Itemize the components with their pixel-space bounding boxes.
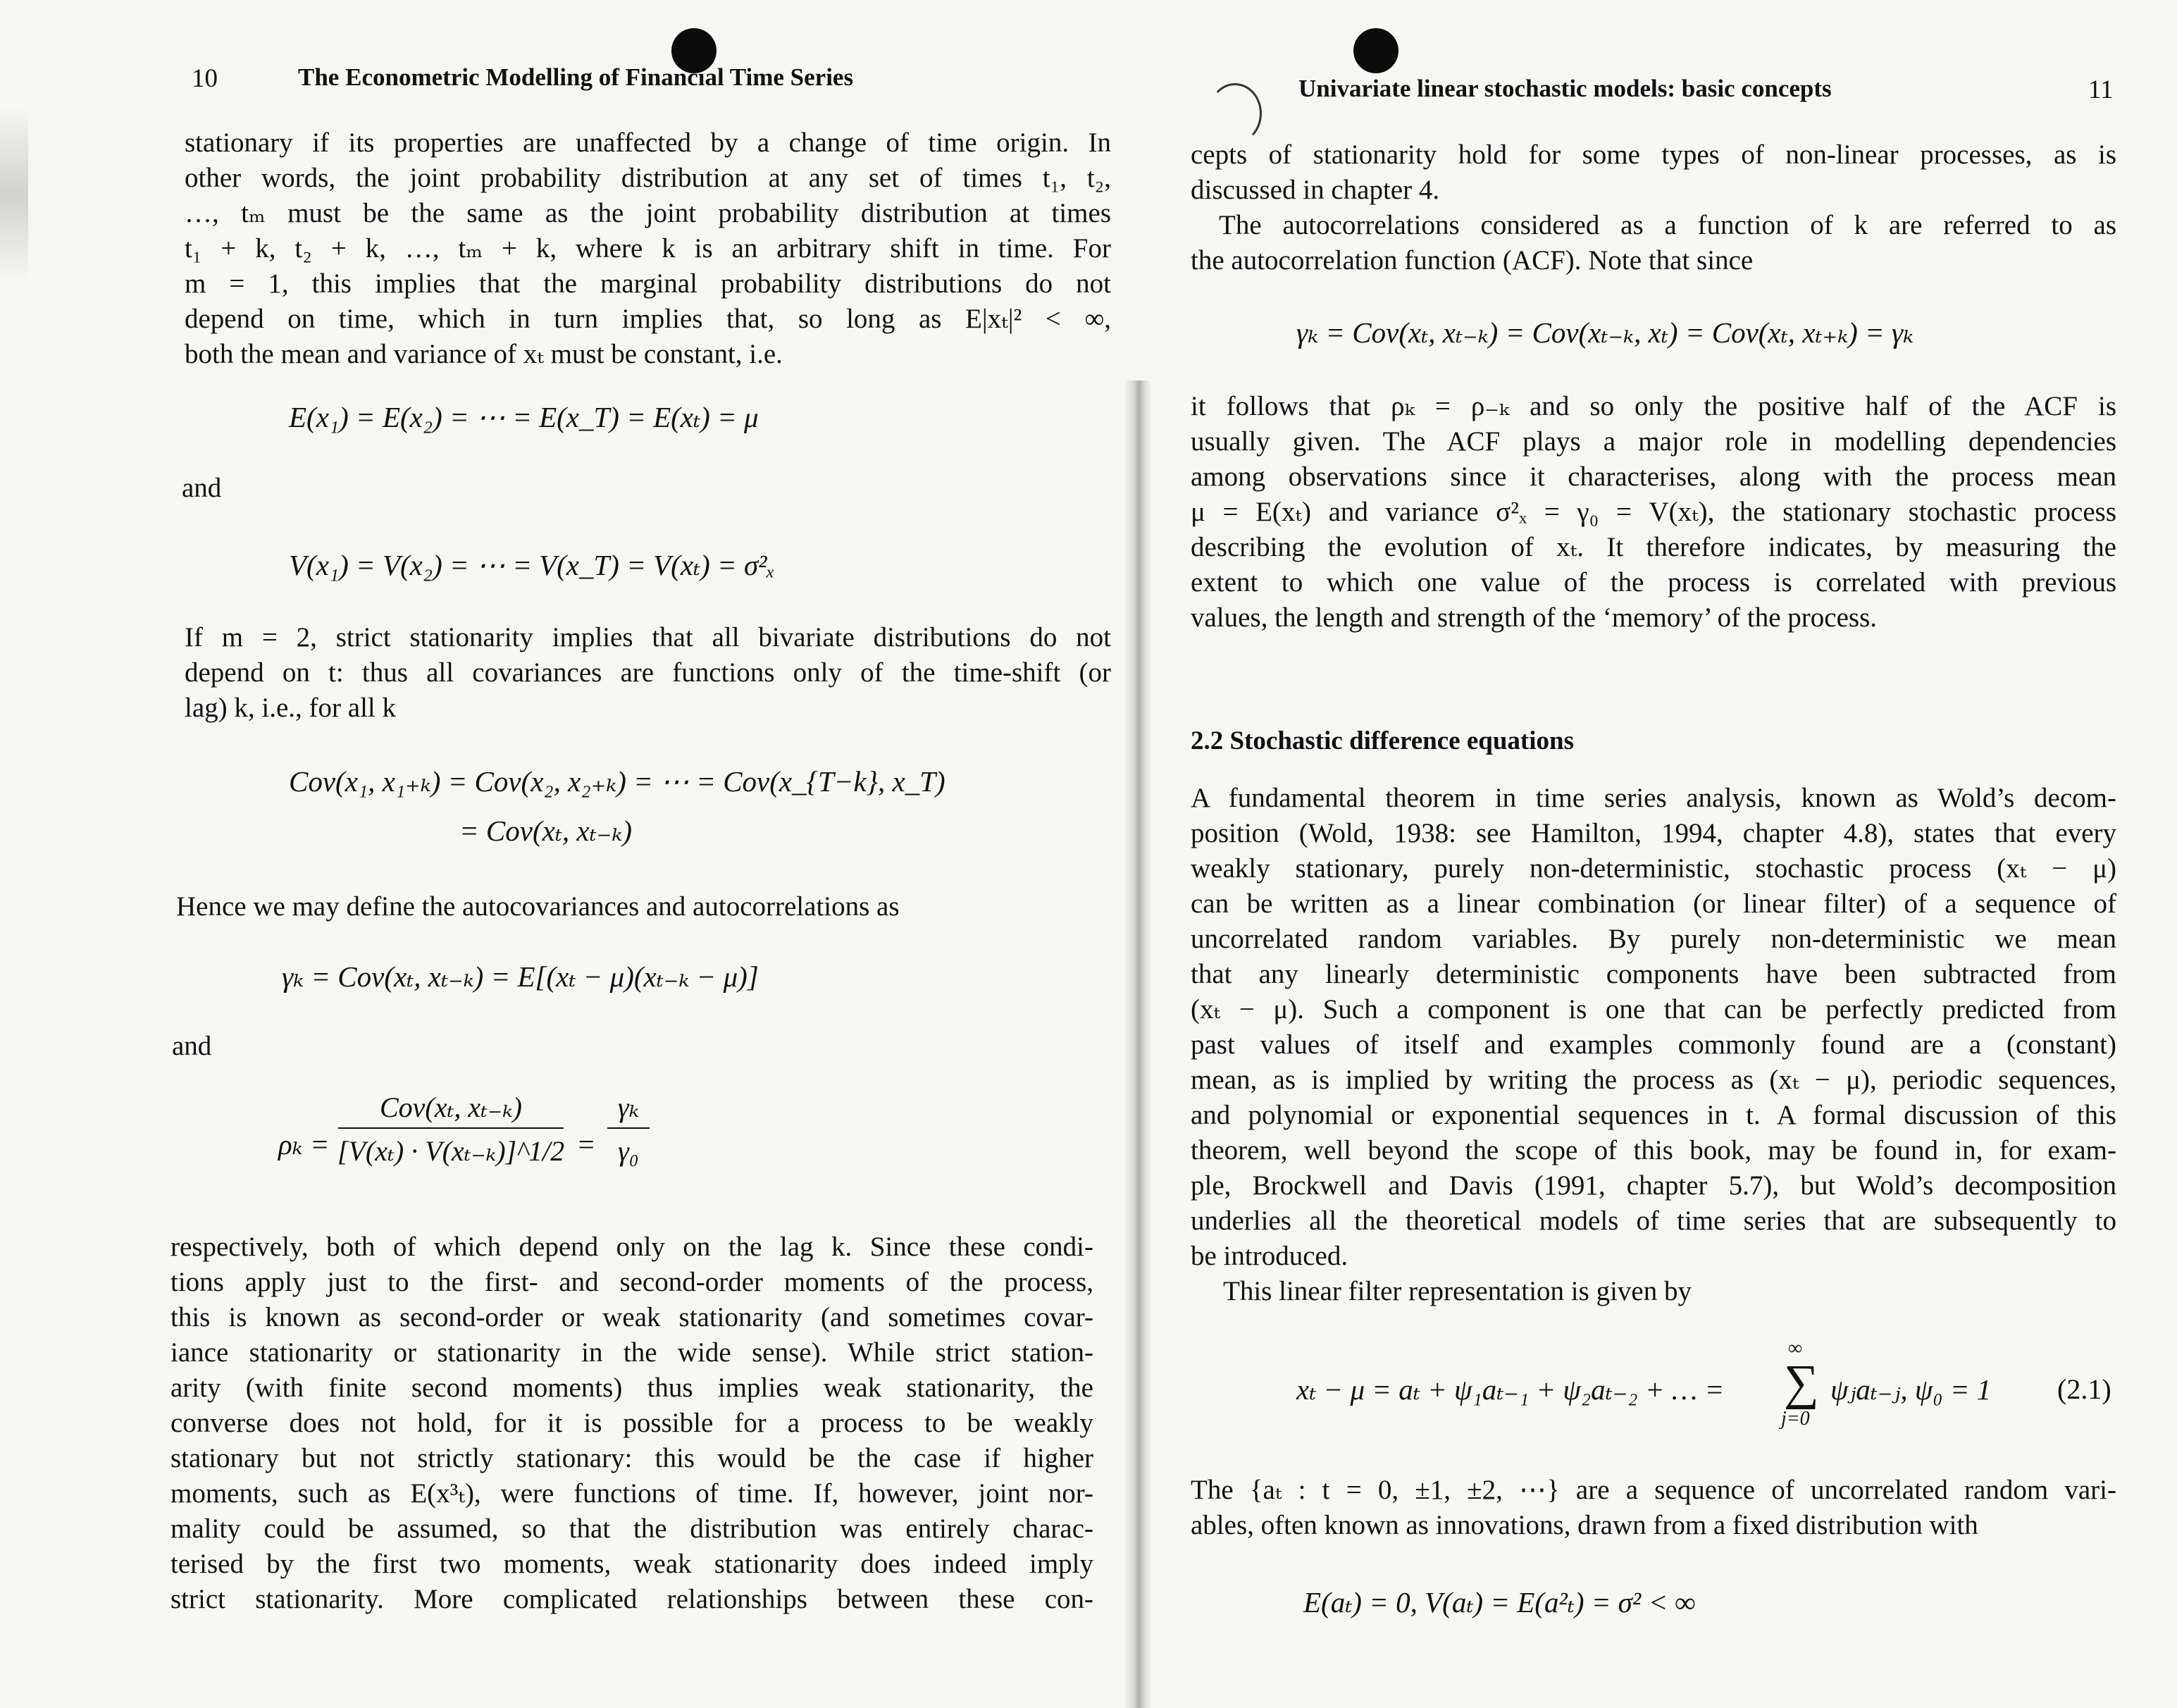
equation-covariance-2: = Cov(xₜ, xₜ₋ₖ)	[459, 815, 632, 847]
right-para4-line: theorem, well beyond the scope of this book, may be found in, for exam-	[1191, 1135, 2116, 1165]
equation-rho-lhs: ρₖ =	[278, 1128, 330, 1161]
ink-blot-right	[1353, 28, 1398, 73]
pencil-mark	[1208, 83, 1262, 144]
equation-number: (2.1)	[2057, 1373, 2111, 1405]
sum-upper-limit: ∞	[1788, 1337, 1802, 1359]
equation-innovations: E(aₜ) = 0, V(aₜ) = E(a²ₜ) = σ² < ∞	[1303, 1586, 1696, 1619]
left-para1-line: depend on time, which in turn implies that, so long as E|xₜ|² < ∞,	[185, 304, 1111, 334]
connective-and: and	[182, 473, 222, 503]
left-para1-line: both the mean and variance of xₜ must be constant, i.e.	[185, 339, 783, 369]
equation-2-1-rhs: ψⱼaₜ₋ⱼ, ψ₀ = 1	[1830, 1373, 1992, 1406]
equation-rho-numerator: Cov(xₜ, xₜ₋ₖ)	[379, 1091, 522, 1123]
right-para3-line: values, the length and strength of the ‘memory’ of the process.	[1191, 602, 1877, 633]
left-para4-line: respectively, both of which depend only on the lag k. Since these condi-	[170, 1232, 1093, 1262]
left-para3: Hence we may define the autocovariances and autocorrelations as	[176, 891, 900, 922]
left-para4-line: terised by the first two moments, weak stationarity does indeed imply	[170, 1549, 1093, 1579]
right-para2-line: the autocorrelation function (ACF). Note that since	[1191, 245, 1754, 276]
equation-rho-denominator-2: γ₀	[618, 1135, 639, 1167]
left-para4-line: iance stationarity or stationarity in the wide sense). While strict station-	[170, 1337, 1093, 1368]
right-para3-line: usually given. The ACF plays a major role in modelling dependencies	[1191, 426, 2116, 457]
right-para3-line: describing the evolution of xₜ. It therefore indicates, by measuring the	[1191, 532, 2116, 562]
summation-sign: ∑	[1784, 1356, 1819, 1410]
right-para1-line: cepts of stationarity hold for some types of non-linear processes, as is	[1191, 140, 2116, 170]
right-running-header: Univariate linear stochastic models: basic concepts	[1298, 75, 1832, 102]
left-page-number: 10	[192, 64, 218, 93]
right-para3-line: μ = E(xₜ) and variance σ²ₓ = γ₀ = V(xₜ), the stationary stochastic process	[1191, 497, 2116, 527]
right-para4-line: underlies all the theoretical models of time series that are subsequently to	[1191, 1206, 2116, 1236]
left-para2-line: depend on t: thus all covariances are functions only of the time-shift (or	[185, 657, 1111, 688]
left-para4-line: arity (with finite second moments) thus implies weak stationarity, the	[170, 1373, 1093, 1403]
equation-covariance-1: Cov(x₁, x₁₊ₖ) = Cov(x₂, x₂₊ₖ) = ⋯ = Cov(x_{T−k}, x_T)	[289, 765, 945, 798]
right-para1-line: discussed in chapter 4.	[1191, 175, 1440, 205]
equation-autocovariance: γₖ = Cov(xₜ, xₜ₋ₖ) = E[(xₜ − μ)(xₜ₋ₖ − μ)]	[282, 960, 759, 993]
right-para4-line: (xₜ − μ). Such a component is one that can be perfectly predicted from	[1191, 994, 2116, 1025]
equation-2-1-lhs: xₜ − μ = aₜ + ψ₁aₜ₋₁ + ψ₂aₜ₋₂ + … =	[1296, 1373, 1725, 1406]
left-para1-line: …, tₘ must be the same as the joint probability distribution at times	[185, 198, 1111, 228]
equation-rho-denominator: [V(xₜ) · V(xₜ₋ₖ)]^1/2	[337, 1135, 565, 1167]
equation-rho-numerator-2: γₖ	[617, 1091, 640, 1123]
left-para4-line: moments, such as E(x³ₜ), were functions of time. If, however, joint nor-	[170, 1478, 1093, 1509]
right-page-number: 11	[2088, 75, 2114, 104]
fraction-bar	[338, 1127, 564, 1129]
left-para2-line: If m = 2, strict stationarity implies that all bivariate distributions do not	[185, 622, 1111, 652]
left-para4-line: stationary but not strictly stationary: this would be the case if higher	[170, 1443, 1093, 1473]
left-para1-line: m = 1, this implies that the marginal probability distributions do not	[185, 268, 1111, 299]
right-para4-line: and polynomial or exponential sequences in t. A formal discussion of this	[1191, 1100, 2116, 1130]
equation-mean: E(x₁) = E(x₂) = ⋯ = E(x_T) = E(xₜ) = μ	[289, 401, 759, 433]
right-para3-line: among observations since it characterises, along with the process mean	[1191, 462, 2116, 492]
right-para5: This linear filter representation is given by	[1223, 1276, 1692, 1306]
right-para4-line: weakly stationary, purely non-deterministic, stochastic process (xₜ − μ)	[1191, 853, 2116, 884]
right-para4-line: ple, Brockwell and Davis (1991, chapter 5.7), but Wold’s decomposition	[1191, 1170, 2116, 1201]
right-para4-line: A fundamental theorem in time series analysis, known as Wold’s decom-	[1191, 783, 2116, 813]
equation-variance: V(x₁) = V(x₂) = ⋯ = V(x_T) = V(xₜ) = σ²ₓ	[289, 549, 776, 581]
left-para4-line: converse does not hold, for it is possible for a process to be weakly	[170, 1408, 1093, 1438]
right-para4-line: can be written as a linear combination (or linear filter) of a sequence of	[1191, 889, 2116, 919]
left-para4-line: this is known as second-order or weak stationarity (and sometimes covar-	[170, 1302, 1093, 1332]
right-para4-line: position (Wold, 1938: see Hamilton, 1994, chapter 4.8), states that every	[1191, 818, 2116, 848]
equation-autocovariance-symmetry: γₖ = Cov(xₜ, xₜ₋ₖ) = Cov(xₜ₋ₖ, xₜ) = Cov(xₜ, xₜ₊ₖ) = γₖ	[1296, 316, 1914, 349]
left-para4-line: mality could be assumed, so that the distribution was entirely charac-	[170, 1514, 1093, 1544]
right-para6-line: ables, often known as innovations, drawn from a fixed distribution with	[1191, 1510, 1978, 1540]
fraction-bar	[607, 1127, 650, 1129]
left-para4-line: tions apply just to the first- and second-order moments of the process,	[170, 1267, 1093, 1297]
left-para4-line: strict stationarity. More complicated relationships between these con-	[170, 1584, 1093, 1614]
equation-rho-equals: =	[576, 1128, 596, 1161]
sum-lower-limit: j=0	[1781, 1408, 1810, 1430]
left-para2-line: lag) k, i.e., for all k	[185, 693, 396, 723]
connective-and: and	[172, 1031, 212, 1061]
right-para6-line: The {aₜ : t = 0, ±1, ±2, ⋯} are a sequence of uncorrelated random vari-	[1191, 1475, 2116, 1505]
left-para1-line: t₁ + k, t₂ + k, …, tₘ + k, where k is an arbitrary shift in time. For	[185, 233, 1111, 264]
left-para1-line: other words, the joint probability distribution at any set of times t₁, t₂,	[185, 163, 1111, 193]
book-gutter-shadow	[1124, 380, 1152, 1708]
right-para3-line: extent to which one value of the process is correlated with previous	[1191, 567, 2116, 598]
right-para4-line: be introduced.	[1191, 1241, 1348, 1271]
left-para1-line: stationary if its properties are unaffected by a change of time origin. In	[185, 128, 1111, 158]
right-para4-line: past values of itself and examples commonly found are a (constant)	[1191, 1029, 2116, 1060]
right-para3-line: it follows that ρₖ = ρ₋ₖ and so only the positive half of the ACF is	[1191, 391, 2116, 421]
right-para4-line: mean, as is implied by writing the process as (xₜ − μ), periodic sequences,	[1191, 1065, 2116, 1095]
right-para2-line: The autocorrelations considered as a function of k are referred to as	[1219, 210, 2116, 240]
section-heading: 2.2 Stochastic difference equations	[1191, 726, 1574, 755]
right-para4-line: that any linearly deterministic components have been subtracted from	[1191, 959, 2116, 989]
left-running-header: The Econometric Modelling of Financial Time Series	[298, 63, 854, 91]
right-para4-line: uncorrelated random variables. By purely non-deterministic we mean	[1191, 924, 2116, 954]
